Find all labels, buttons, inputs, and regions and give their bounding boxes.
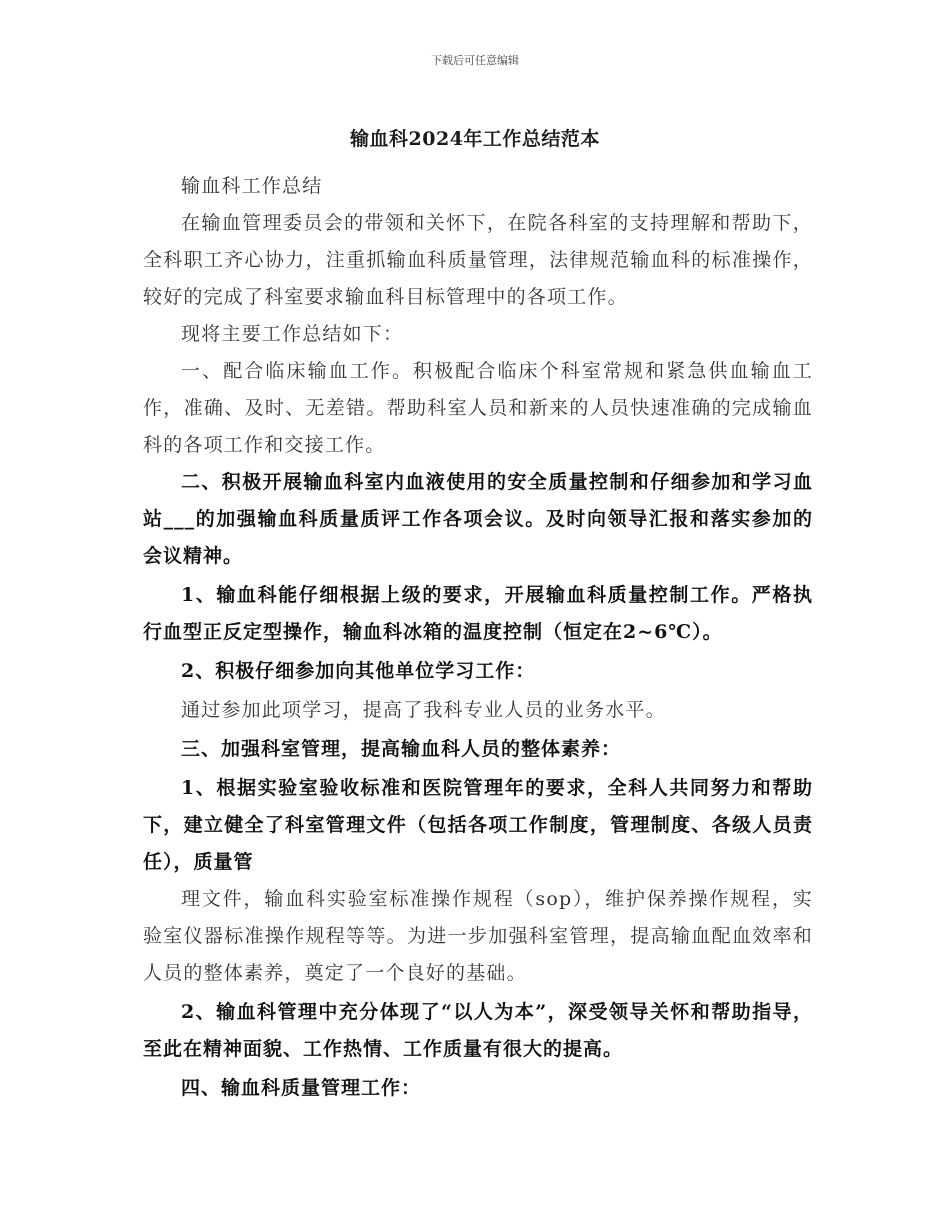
paragraph-section-2-item-1: 1、输血科能仔细根据上级的要求，开展输血科质量控制工作。严格执行血型正反定型操作，输血科冰箱的温度控制（恒定在2~6℃）。 bbox=[143, 584, 813, 643]
paragraph-subtitle: 输血科工作总结 bbox=[181, 175, 323, 197]
paragraph-section-1: 一、配合临床输血工作。积极配合临床个科室常规和紧急供血输血工作，准确、及时、无差错。帮助科室人员和新来的人员快速准确的完成输血科的各项工作和交接工作。 bbox=[143, 360, 813, 456]
paragraph-section-2: 二、积极开展输血科室内血液使用的安全质量控制和仔细参加和学习血站___的加强输血科质量质评工作各项会议。及时向领导汇报和落实参加的会议精神。 bbox=[143, 471, 813, 567]
paragraph-section-2-item-2: 2、积极仔细参加向其他单位学习工作： bbox=[181, 660, 536, 682]
header-note: 下载后可任意编辑 bbox=[431, 54, 519, 67]
document-body bbox=[143, 168, 813, 1107]
paragraph-section-3: 三、加强科室管理，提高输血科人员的整体素养： bbox=[181, 738, 622, 760]
paragraph-section-3-item-1: 1、根据实验室验收标准和医院管理年的要求，全科人共同努力和帮助下，建立健全了科室管理文件（包括各项工作制度，管理制度、各级人员责任），质量管 bbox=[143, 777, 813, 873]
paragraph-section-4: 四、输血科质量管理工作： bbox=[181, 1077, 422, 1099]
paragraph-section-3-item-1-detail: 理文件，输血科实验室标准操作规程（sop），维护保养操作规程，实验室仪器标准操作规程等等。为进一步加强科室管理，提高输血配血效率和人员的整体素养，奠定了一个良好的基础。 bbox=[143, 888, 813, 984]
paragraph-section-3-item-2: 2、输血科管理中充分体现了“以人为本”，深受领导关怀和帮助指导，至此在精神面貌、工作热情、工作质量有很大的提高。 bbox=[143, 1001, 813, 1060]
paragraph-section-2-item-2-detail: 通过参加此项学习，提高了我科专业人员的业务水平。 bbox=[181, 699, 666, 721]
paragraph-intro: 在输血管理委员会的带领和关怀下，在院各科室的支持理解和帮助下，全科职工齐心协力，注重抓输血科质量管理，法律规范输血科的标准操作，较好的完成了科室要求输血科目标管理中的各项工作。 bbox=[143, 212, 813, 308]
paragraph-summary-lead: 现将主要工作总结如下： bbox=[181, 323, 404, 345]
document-title: 输血科2024年工作总结范本 bbox=[350, 128, 600, 150]
